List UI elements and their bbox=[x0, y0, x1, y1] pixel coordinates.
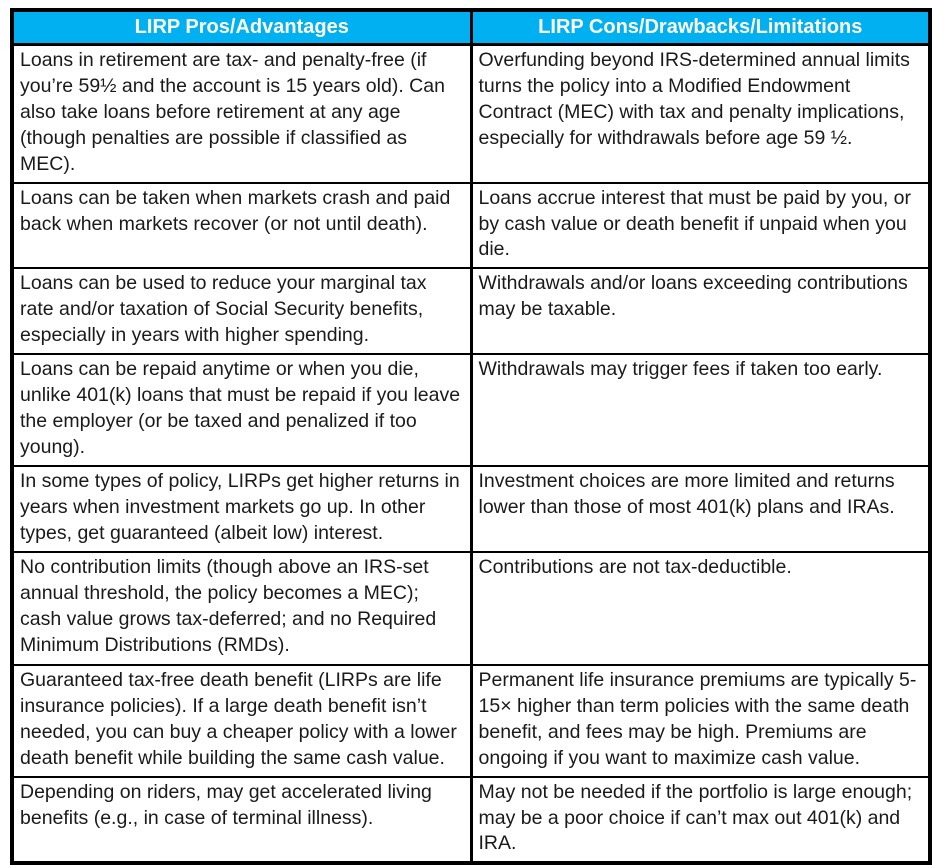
table-row bbox=[12, 466, 930, 552]
table-row bbox=[12, 45, 930, 183]
pros-cell: No contribution limits (though above an IRS-set annual threshold, the policy becomes a MEC); cash value grows tax-deferred; and no Required Minimum Distributions (RMDs). bbox=[12, 552, 471, 665]
pros-cell: Loans can be taken when markets crash and paid back when markets recover (or not until death). bbox=[12, 183, 471, 269]
pros-column-header: LIRP Pros/Advantages bbox=[12, 10, 471, 45]
pros-cell: Loans can be used to reduce your marginal tax rate and/or taxation of Social Security benefits, especially in years with higher spending. bbox=[12, 268, 471, 354]
pros-cell: Loans can be repaid anytime or when you die, unlike 401(k) loans that must be repaid if you leave the employer (or be taxed and penalized if too young). bbox=[12, 354, 471, 466]
cons-cell: Withdrawals and/or loans exceeding contributions may be taxable. bbox=[471, 268, 930, 354]
table-row bbox=[12, 183, 930, 269]
cons-cell: Loans accrue interest that must be paid by you, or by cash value or death benefit if unpaid when you die. bbox=[471, 183, 930, 269]
pros-cell: Loans in retirement are tax- and penalty-free (if you’re 59½ and the account is 15 years old). Can also take loans before retirement at any age (though penalties are possible if classified as MEC). bbox=[12, 45, 471, 183]
cons-column-header: LIRP Cons/Drawbacks/Limitations bbox=[471, 10, 930, 45]
pros-cell: Guaranteed tax-free death benefit (LIRPs are life insurance policies). If a large death benefit isn’t needed, you can buy a cheaper policy with a lower death benefit while building the same cash value. bbox=[12, 665, 471, 777]
cons-cell: Withdrawals may trigger fees if taken too early. bbox=[471, 354, 930, 466]
pros-cell: In some types of policy, LIRPs get higher returns in years when investment markets go up. In other types, get guaranteed (albeit low) interest. bbox=[12, 466, 471, 552]
pros-cell: Depending on riders, may get accelerated living benefits (e.g., in case of terminal illness). bbox=[12, 777, 471, 864]
cons-cell: Permanent life insurance premiums are typically 5-15× higher than term policies with the same death benefit, and fees may be high. Premiums are ongoing if you want to maximize cash value. bbox=[471, 665, 930, 777]
cons-cell: Overfunding beyond IRS-determined annual limits turns the policy into a Modified Endowment Contract (MEC) with tax and penalty implications, especially for withdrawals before age 59 ½. bbox=[471, 45, 930, 183]
lirp-comparison-table bbox=[10, 8, 932, 865]
header-row bbox=[12, 10, 930, 45]
cons-cell: May not be needed if the portfolio is large enough; may be a poor choice if can’t max out 401(k) and IRA. bbox=[471, 777, 930, 864]
table-row bbox=[12, 777, 930, 864]
cons-cell: Investment choices are more limited and returns lower than those of most 401(k) plans and IRAs. bbox=[471, 466, 930, 552]
table-row bbox=[12, 268, 930, 354]
cons-cell: Contributions are not tax-deductible. bbox=[471, 552, 930, 665]
table-row bbox=[12, 354, 930, 466]
table-row bbox=[12, 665, 930, 777]
table-row bbox=[12, 552, 930, 665]
